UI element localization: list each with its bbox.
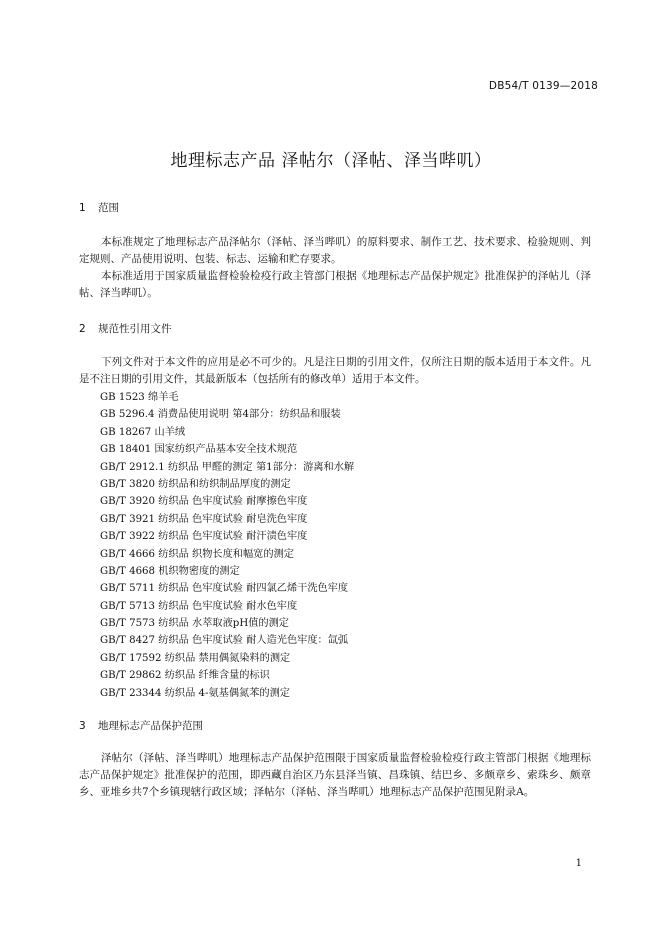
reference-item: GB/T 17592 纺织品 禁用偶氮染料的测定 — [100, 652, 291, 664]
page-number: 1 — [575, 858, 582, 869]
reference-item: GB/T 5711 纺织品 色牢度试验 耐四氯乙烯干洗色牢度 — [100, 583, 349, 595]
reference-item: GB 18401 国家纺织产品基本安全技术规范 — [100, 444, 298, 456]
normative-references-list — [100, 389, 354, 702]
reference-item: GB/T 3820 纺织品和纺织制品厚度的测定 — [100, 478, 291, 490]
section-2-intro: 下列文件对于本文件的应用是必不可少的。凡是注日期的引用文件，仅所注日期的版本适用于本文件。凡是不注日期的引用文件，其最新版本（包括所有的修改单）适用于本文件。 — [79, 356, 591, 385]
section-title: 地理标志产品保护范围 — [98, 720, 203, 732]
section-title: 范围 — [98, 202, 119, 214]
reference-item: GB/T 23344 纺织品 4-氨基偶氮苯的测定 — [100, 687, 290, 699]
section-3-paragraph-1: 泽帖尔（泽帖、泽当哔叽）地理标志产品保护范围限于国家质量监督检验检疫行政主管部门根据《地理标志产品保护规定》批准保护的范围，即西藏自治区乃东县泽当镇、昌珠镇、结巴乡、多颇章乡、索珠乡、颇章乡、亚堆乡共7个乡镇现辖行政区域；泽帖尔（泽帖、泽当哔叽）地理标志产品保护范围见附录A。 — [79, 752, 591, 798]
reference-item: GB 1523 绵羊毛 — [100, 392, 179, 403]
reference-item: GB/T 4668 机织物密度的测定 — [100, 565, 240, 577]
reference-item: GB/T 7573 纺织品 水萃取液pH值的测定 — [100, 618, 289, 630]
standard-code: DB54/T 0139—2018 — [488, 80, 598, 92]
reference-item: GB/T 4666 纺织品 织物长度和幅宽的测定 — [100, 548, 294, 560]
section-2-heading — [79, 321, 172, 336]
section-1-heading — [79, 200, 119, 215]
section-title: 规范性引用文件 — [98, 323, 172, 335]
section-number: 3 — [79, 720, 86, 732]
reference-item: GB/T 2912.1 纺织品 甲醛的测定 第1部分：游离和水解 — [100, 461, 355, 473]
section-number: 1 — [79, 202, 86, 214]
reference-item: GB/T 8427 纺织品 色牢度试验 耐人造光色牢度：氙弧 — [100, 635, 349, 647]
reference-item: GB 18267 山羊绒 — [100, 426, 186, 438]
reference-item: GB 5296.4 消费品使用说明 第4部分：纺织品和服装 — [100, 409, 341, 421]
section-number: 2 — [79, 323, 86, 335]
document-title: 地理标志产品 泽帖尔（泽帖、泽当哔叽） — [170, 151, 492, 171]
reference-item: GB/T 5713 纺织品 色牢度试验 耐水色牢度 — [100, 600, 298, 612]
reference-item: GB/T 3922 纺织品 色牢度试验 耐汗渍色牢度 — [100, 531, 308, 543]
reference-item: GB/T 29862 纺织品 纤维含量的标识 — [100, 670, 270, 682]
section-3-heading — [79, 718, 203, 733]
reference-item: GB/T 3920 纺织品 色牢度试验 耐摩擦色牢度 — [100, 496, 308, 508]
reference-item: GB/T 3921 纺织品 色牢度试验 耐皂洗色牢度 — [100, 513, 308, 525]
section-1-paragraph-1: 本标准规定了地理标志产品泽帖尔（泽帖、泽当哔叽）的原料要求、制作工艺、技术要求、检验规则、判定规则、产品使用说明、包装、标志、运输和贮存要求。 — [79, 236, 591, 265]
section-1-paragraph-2: 本标准适用于国家质量监督检验检疫行政主管部门根据《地理标志产品保护规定》批准保护的泽帖儿（泽帖、泽当哔叽）。 — [79, 270, 591, 299]
